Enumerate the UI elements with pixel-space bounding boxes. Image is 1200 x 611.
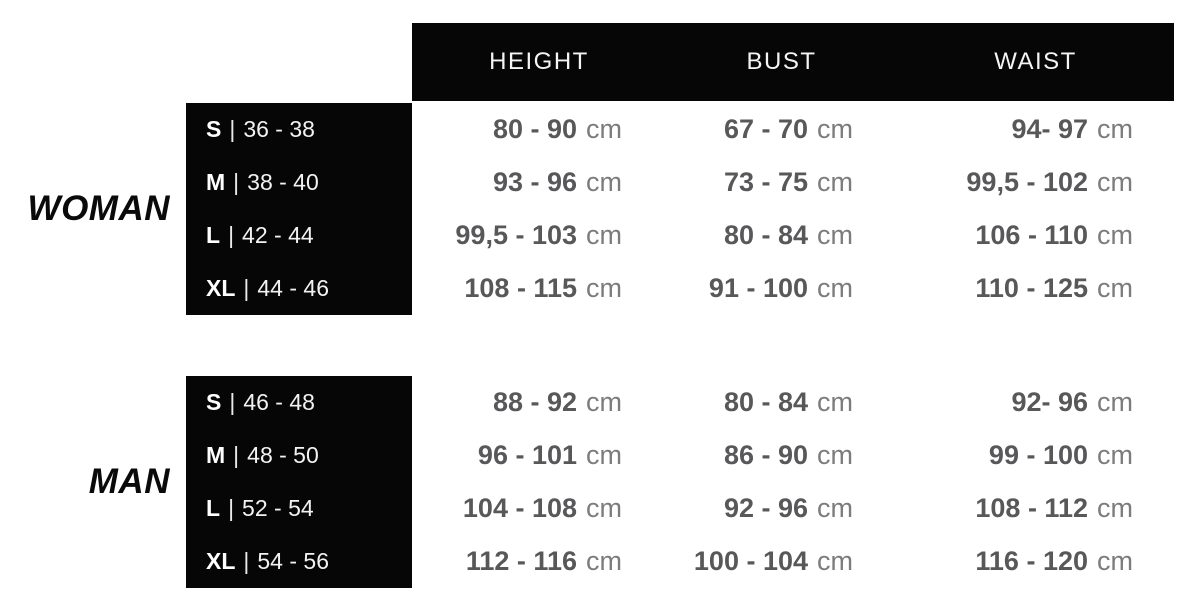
height-value-cell [412,262,666,315]
height-value-cell [412,103,666,156]
pipe-separator: | [233,169,240,195]
unit-label: cm [1097,114,1133,144]
unit-label: cm [817,167,853,197]
bust-value-cell [666,209,897,262]
size-cell [186,535,412,588]
bust-value: 67 - 70 [723,114,808,144]
waist-value-cell [897,262,1174,315]
unit-label: cm [817,440,853,470]
height-value: 99,5 - 103 [455,220,577,250]
size-range: 54 - 56 [257,548,329,574]
unit-label: cm [586,440,622,470]
bust-value-cell [666,103,897,156]
unit-label: cm [1097,167,1133,197]
waist-value: 94- 97 [1011,114,1088,144]
size-cell [186,262,412,315]
waist-value: 99,5 - 102 [966,167,1088,197]
unit-label: cm [586,167,622,197]
unit-label: cm [586,387,622,417]
unit-label: cm [1097,440,1133,470]
pipe-separator: | [228,495,235,521]
unit-label: cm [817,220,853,250]
measure-header-bar [412,23,1174,101]
pipe-separator: | [243,548,250,574]
size-cell [186,376,412,429]
bust-value: 92 - 96 [723,493,808,523]
size-cell [186,156,412,209]
waist-value: 116 - 120 [975,546,1088,576]
size-letter: S [206,389,222,415]
size-range: 42 - 44 [242,222,314,248]
pipe-separator: | [229,389,236,415]
size-range: 36 - 38 [243,116,315,142]
height-value-cell [412,482,666,535]
size-cell [186,103,412,156]
pipe-separator: | [228,222,235,248]
unit-label: cm [586,546,622,576]
height-value-cell [412,209,666,262]
bust-value: 100 - 104 [693,546,808,576]
bust-value-cell [666,535,897,588]
waist-value: 92- 96 [1011,387,1088,417]
pipe-separator: | [229,116,236,142]
pipe-separator: | [233,442,240,468]
height-value-cell [412,535,666,588]
unit-label: cm [817,546,853,576]
waist-value: 108 - 112 [975,493,1088,523]
waist-value-cell [897,429,1174,482]
height-value-cell [412,156,666,209]
size-cell [186,482,412,535]
height-value-cell [412,429,666,482]
unit-label: cm [817,273,853,303]
waist-value-cell [897,535,1174,588]
unit-label: cm [1097,546,1133,576]
size-cell [186,209,412,262]
header-waist: WAIST [994,48,1077,75]
waist-value-cell [897,209,1174,262]
bust-value: 86 - 90 [723,440,808,470]
size-letter: S [206,116,222,142]
bust-value-cell [666,156,897,209]
unit-label: cm [586,220,622,250]
section-woman [0,103,1174,315]
unit-label: cm [586,493,622,523]
waist-value-cell [897,376,1174,429]
height-value: 80 - 90 [492,114,577,144]
unit-label: cm [817,114,853,144]
bust-value-cell [666,376,897,429]
waist-value-cell [897,103,1174,156]
size-letter: M [206,169,226,195]
waist-value: 110 - 125 [975,273,1088,303]
waist-value-cell [897,156,1174,209]
unit-label: cm [586,273,622,303]
bust-value-cell [666,482,897,535]
size-letter: M [206,442,226,468]
gender-label-woman: WOMAN [27,189,170,228]
pipe-separator: | [243,275,250,301]
height-value: 88 - 92 [492,387,577,417]
unit-label: cm [1097,273,1133,303]
bust-value: 80 - 84 [723,220,808,250]
gender-label-man: MAN [88,462,170,501]
waist-value-cell [897,482,1174,535]
bust-value-cell [666,429,897,482]
unit-label: cm [586,114,622,144]
size-range: 52 - 54 [242,495,314,521]
section-man [0,376,1174,588]
header-height: HEIGHT [489,48,589,75]
height-value: 93 - 96 [492,167,577,197]
size-range: 38 - 40 [247,169,319,195]
size-letter: L [206,222,221,248]
waist-value: 99 - 100 [988,440,1088,470]
unit-label: cm [1097,387,1133,417]
size-range: 46 - 48 [243,389,315,415]
bust-value: 91 - 100 [708,273,808,303]
bust-value: 80 - 84 [723,387,808,417]
size-range: 44 - 46 [257,275,329,301]
unit-label: cm [817,493,853,523]
bust-value-cell [666,262,897,315]
height-value: 104 - 108 [462,493,577,523]
bust-value: 73 - 75 [723,167,808,197]
size-cell [186,429,412,482]
height-value: 112 - 116 [465,546,577,576]
height-value: 108 - 115 [464,273,577,303]
unit-label: cm [817,387,853,417]
size-letter: XL [206,548,236,574]
size-letter: L [206,495,221,521]
height-value: 96 - 101 [477,440,577,470]
size-letter: XL [206,275,236,301]
height-value-cell [412,376,666,429]
header-bust: BUST [746,48,817,75]
waist-value: 106 - 110 [975,220,1088,250]
unit-label: cm [1097,493,1133,523]
unit-label: cm [1097,220,1133,250]
size-range: 48 - 50 [247,442,319,468]
